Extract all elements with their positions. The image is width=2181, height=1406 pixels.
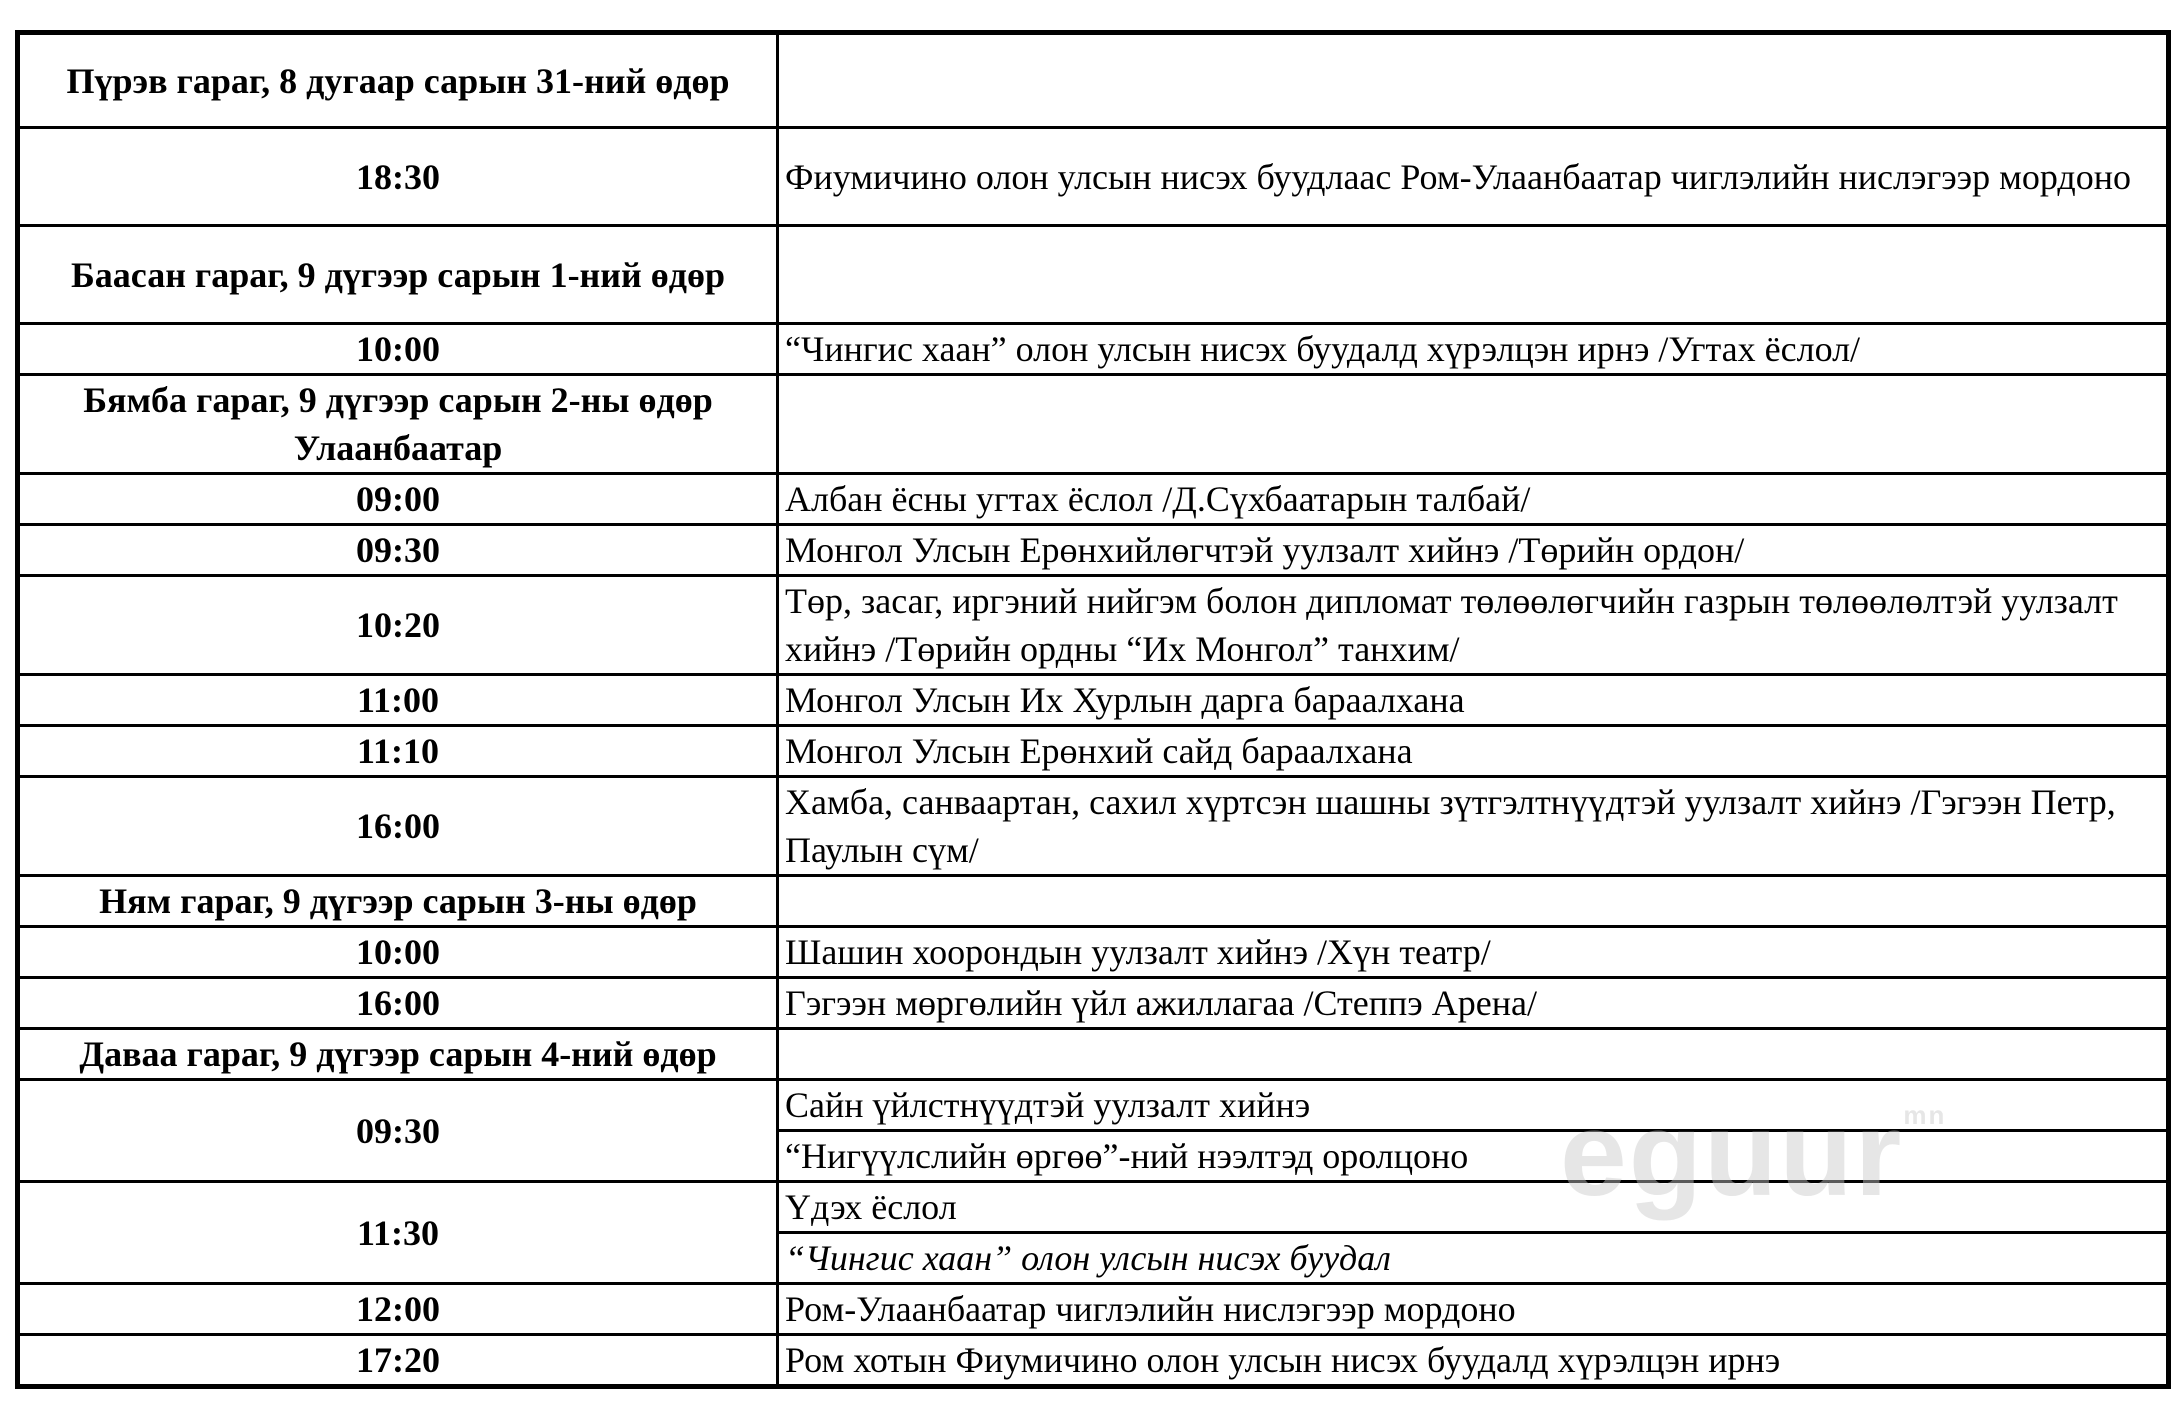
watermark-text: eguur: [1560, 1087, 1904, 1221]
time-cell: 09:30: [18, 1080, 778, 1182]
time-cell: 10:00: [18, 324, 778, 375]
day-event-empty: [778, 876, 2169, 927]
day-row-friday: [18, 226, 2169, 324]
event-cell: Монгол Улсын Их Хурлын дарга бараалхана: [778, 675, 2169, 726]
day-heading: Бямба гараг, 9 дүгээр сарын 2-ны өдөр Улаанбаатар: [18, 375, 778, 474]
table-row: [18, 1182, 2169, 1233]
schedule-table: [15, 30, 2171, 1389]
table-row: [18, 576, 2169, 675]
table-row: [18, 726, 2169, 777]
time-cell: 16:00: [18, 777, 778, 876]
day-event-empty: [778, 33, 2169, 128]
event-cell: Фиумичино олон улсын нисэх буудлаас Ром-Улаанбаатар чиглэлийн нислэгээр мордоно: [778, 128, 2169, 226]
table-row: [18, 978, 2169, 1029]
table-row: [18, 927, 2169, 978]
event-cell: Ром хотын Фиумичино олон улсын нисэх буудалд хүрэлцэн ирнэ: [778, 1335, 2169, 1387]
day-event-empty: [778, 375, 2169, 474]
table-row: [18, 1080, 2169, 1131]
table-row: [18, 525, 2169, 576]
day-row-sunday: [18, 876, 2169, 927]
time-cell: 10:20: [18, 576, 778, 675]
table-row: [18, 1284, 2169, 1335]
table-row: [18, 474, 2169, 525]
event-cell: Сайн үйлстнүүдтэй уулзалт хийнэ: [778, 1080, 2169, 1131]
event-cell: Монгол Улсын Ерөнхийлөгчтэй уулзалт хийнэ /Төрийн ордон/: [778, 525, 2169, 576]
day-heading: Пүрэв гараг, 8 дугаар сарын 31-ний өдөр: [18, 33, 778, 128]
event-cell: “Нигүүлслийн өргөө”-ний нээлтэд оролцоно: [778, 1131, 2169, 1182]
time-cell: 09:00: [18, 474, 778, 525]
time-cell: 16:00: [18, 978, 778, 1029]
table-row: [18, 324, 2169, 375]
event-cell: “Чингис хаан” олон улсын нисэх буудал: [778, 1233, 2169, 1284]
table-row: [18, 675, 2169, 726]
event-cell: “Чингис хаан” олон улсын нисэх буудалд хүрэлцэн ирнэ /Угтах ёслол/: [778, 324, 2169, 375]
time-cell: 11:00: [18, 675, 778, 726]
table-row: [18, 128, 2169, 226]
day-row-monday: [18, 1029, 2169, 1080]
day-row-saturday: [18, 375, 2169, 474]
day-heading: Даваа гараг, 9 дүгээр сарын 4-ний өдөр: [18, 1029, 778, 1080]
day-event-empty: [778, 1029, 2169, 1080]
time-cell: 11:10: [18, 726, 778, 777]
event-cell: Монгол Улсын Ерөнхий сайд бараалхана: [778, 726, 2169, 777]
time-cell: 09:30: [18, 525, 778, 576]
day-heading: Ням гараг, 9 дүгээр сарын 3-ны өдөр: [18, 876, 778, 927]
event-cell: Албан ёсны угтах ёслол /Д.Сүхбаатарын талбай/: [778, 474, 2169, 525]
day-row-thursday: [18, 33, 2169, 128]
watermark-suffix: mn: [1903, 1100, 1947, 1130]
event-cell: Гэгээн мөргөлийн үйл ажиллагаа /Степпэ Арена/: [778, 978, 2169, 1029]
time-cell: 11:30: [18, 1182, 778, 1284]
time-cell: 18:30: [18, 128, 778, 226]
time-cell: 12:00: [18, 1284, 778, 1335]
event-cell: Ром-Улаанбаатар чиглэлийн нислэгээр мордоно: [778, 1284, 2169, 1335]
day-event-empty: [778, 226, 2169, 324]
table-row: [18, 1335, 2169, 1387]
time-cell: 10:00: [18, 927, 778, 978]
event-cell: Хамба, санваартан, сахил хүртсэн шашны зүтгэлтнүүдтэй уулзалт хийнэ /Гэгээн Петр, Паулын сүм/: [778, 777, 2169, 876]
event-cell: Үдэх ёслол: [778, 1182, 2169, 1233]
event-cell: Шашин хоорондын уулзалт хийнэ /Хүн театр/: [778, 927, 2169, 978]
table-row: [18, 777, 2169, 876]
time-cell: 17:20: [18, 1335, 778, 1387]
day-heading: Баасан гараг, 9 дүгээр сарын 1-ний өдөр: [18, 226, 778, 324]
event-cell: Төр, засаг, иргэний нийгэм болон дипломат төлөөлөгчийн газрын төлөөлөлтэй уулзалт хийнэ /Төрийн ордны “Их Монгол” танхим/: [778, 576, 2169, 675]
